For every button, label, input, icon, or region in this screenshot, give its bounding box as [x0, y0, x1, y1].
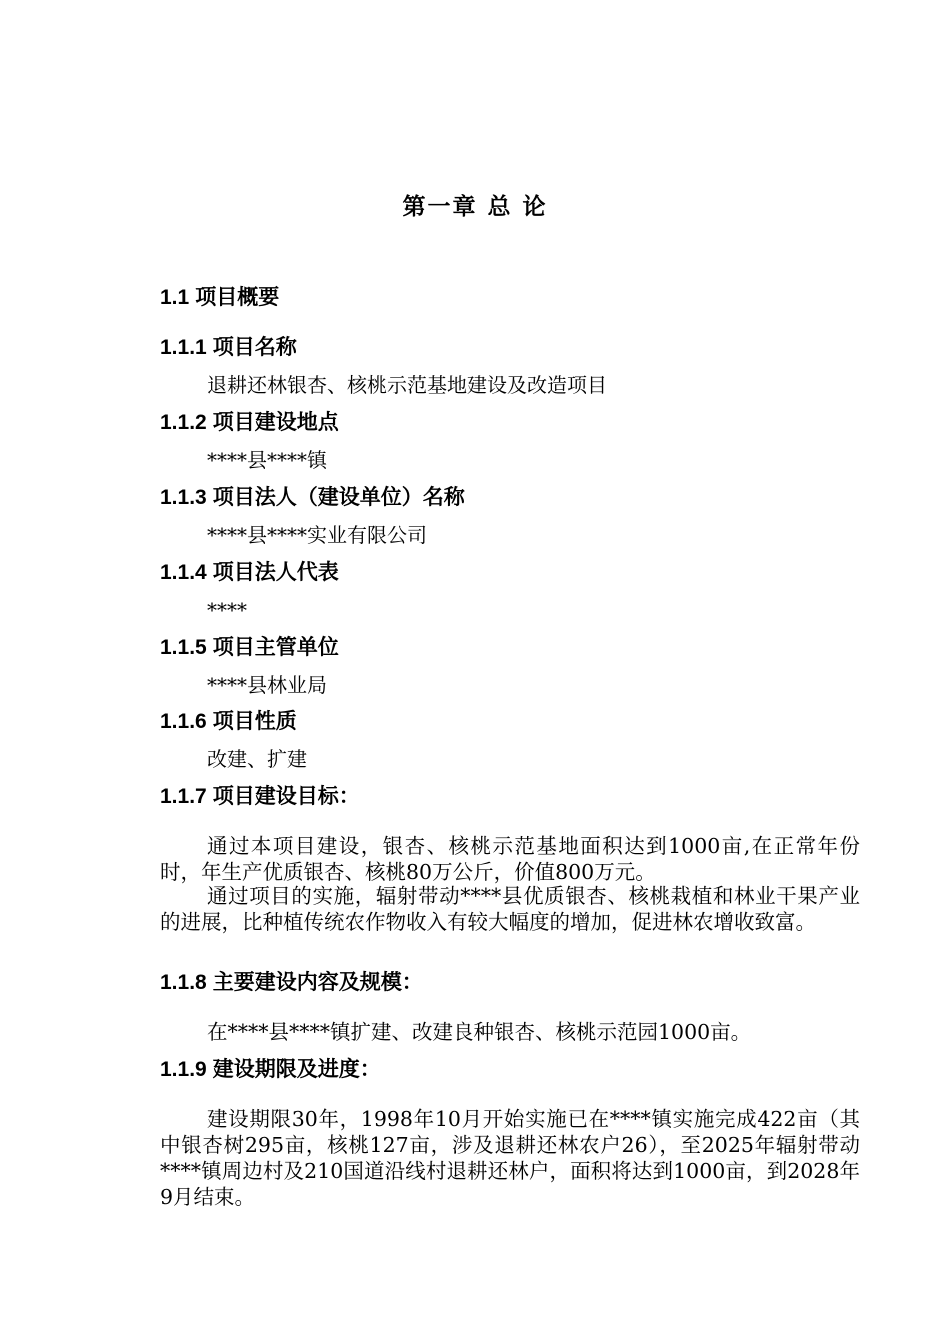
item-number: 1.1.5: [160, 636, 207, 659]
item-title: 项目主管单位: [212, 636, 339, 659]
schedule-paragraph: 建设期限30年，1998年10月开始实施已在****镇实施完成422亩（其中银杏树295亩，核桃127亩，涉及退耕还林农户26），至2025年辐射带动****镇周边村及210国道沿线村退耕还林户，面积将达到1000亩，到2028年9月结束。: [160, 1107, 860, 1209]
chapter-title: 第一章 总 论: [402, 194, 548, 220]
item-number: 1.1.4: [160, 561, 207, 584]
item-heading-supervising-unit: [160, 633, 339, 663]
schedule-heading: [160, 1055, 381, 1085]
item-number: 1.1.3: [160, 486, 207, 509]
item-value-legal-representative: ****: [207, 598, 247, 622]
item-value-nature: 改建、扩建: [207, 747, 307, 771]
item-value-supervising-unit: ****县林业局: [207, 673, 327, 697]
item-number: 1.1.8: [160, 971, 207, 994]
scope-heading: [160, 968, 423, 998]
item-title: 项目建设地点: [212, 411, 339, 434]
item-heading-nature: [160, 707, 297, 737]
item-number: 1.1.2: [160, 411, 207, 434]
goal-paragraph-1: 通过本项目建设，银杏、核桃示范基地面积达到1000亩,在正常年份时，年生产优质银杏、核桃80万公斤，价值800万元。: [160, 834, 860, 884]
item-heading-location: [160, 408, 339, 438]
goal-heading: [160, 782, 360, 812]
item-heading-legal-entity: [160, 483, 465, 513]
item-title: 主要建设内容及规模：: [212, 971, 423, 994]
item-value-legal-entity: ****县****实业有限公司: [207, 523, 427, 547]
item-value-name: 退耕还林银杏、核桃示范基地建设及改造项目: [207, 373, 607, 397]
item-heading-name: [160, 333, 297, 363]
item-title: 项目法人代表: [212, 561, 339, 584]
item-number: 1.1.9: [160, 1058, 207, 1081]
section-number: 1.1: [160, 286, 190, 309]
section-title: 项目概要: [195, 286, 280, 309]
section-heading: [160, 283, 279, 313]
item-heading-legal-representative: [160, 558, 339, 588]
item-number: 1.1.7: [160, 785, 207, 808]
item-title: 项目名称: [212, 336, 297, 359]
item-title: 建设期限及进度：: [212, 1058, 381, 1081]
item-number: 1.1.1: [160, 336, 207, 359]
goal-paragraph-2: 通过项目的实施，辐射带动****县优质银杏、核桃栽植和林业干果产业的进展，比种植传统农作物收入有较大幅度的增加，促进林农增收致富。: [160, 884, 860, 934]
item-value-location: ****县****镇: [207, 448, 327, 472]
item-title: 项目性质: [212, 710, 297, 733]
item-number: 1.1.6: [160, 710, 207, 733]
item-title: 项目建设目标：: [212, 785, 360, 808]
scope-paragraph: 在****县****镇扩建、改建良种银杏、核桃示范园1000亩。: [207, 1020, 752, 1044]
item-title: 项目法人（建设单位）名称: [212, 486, 465, 509]
